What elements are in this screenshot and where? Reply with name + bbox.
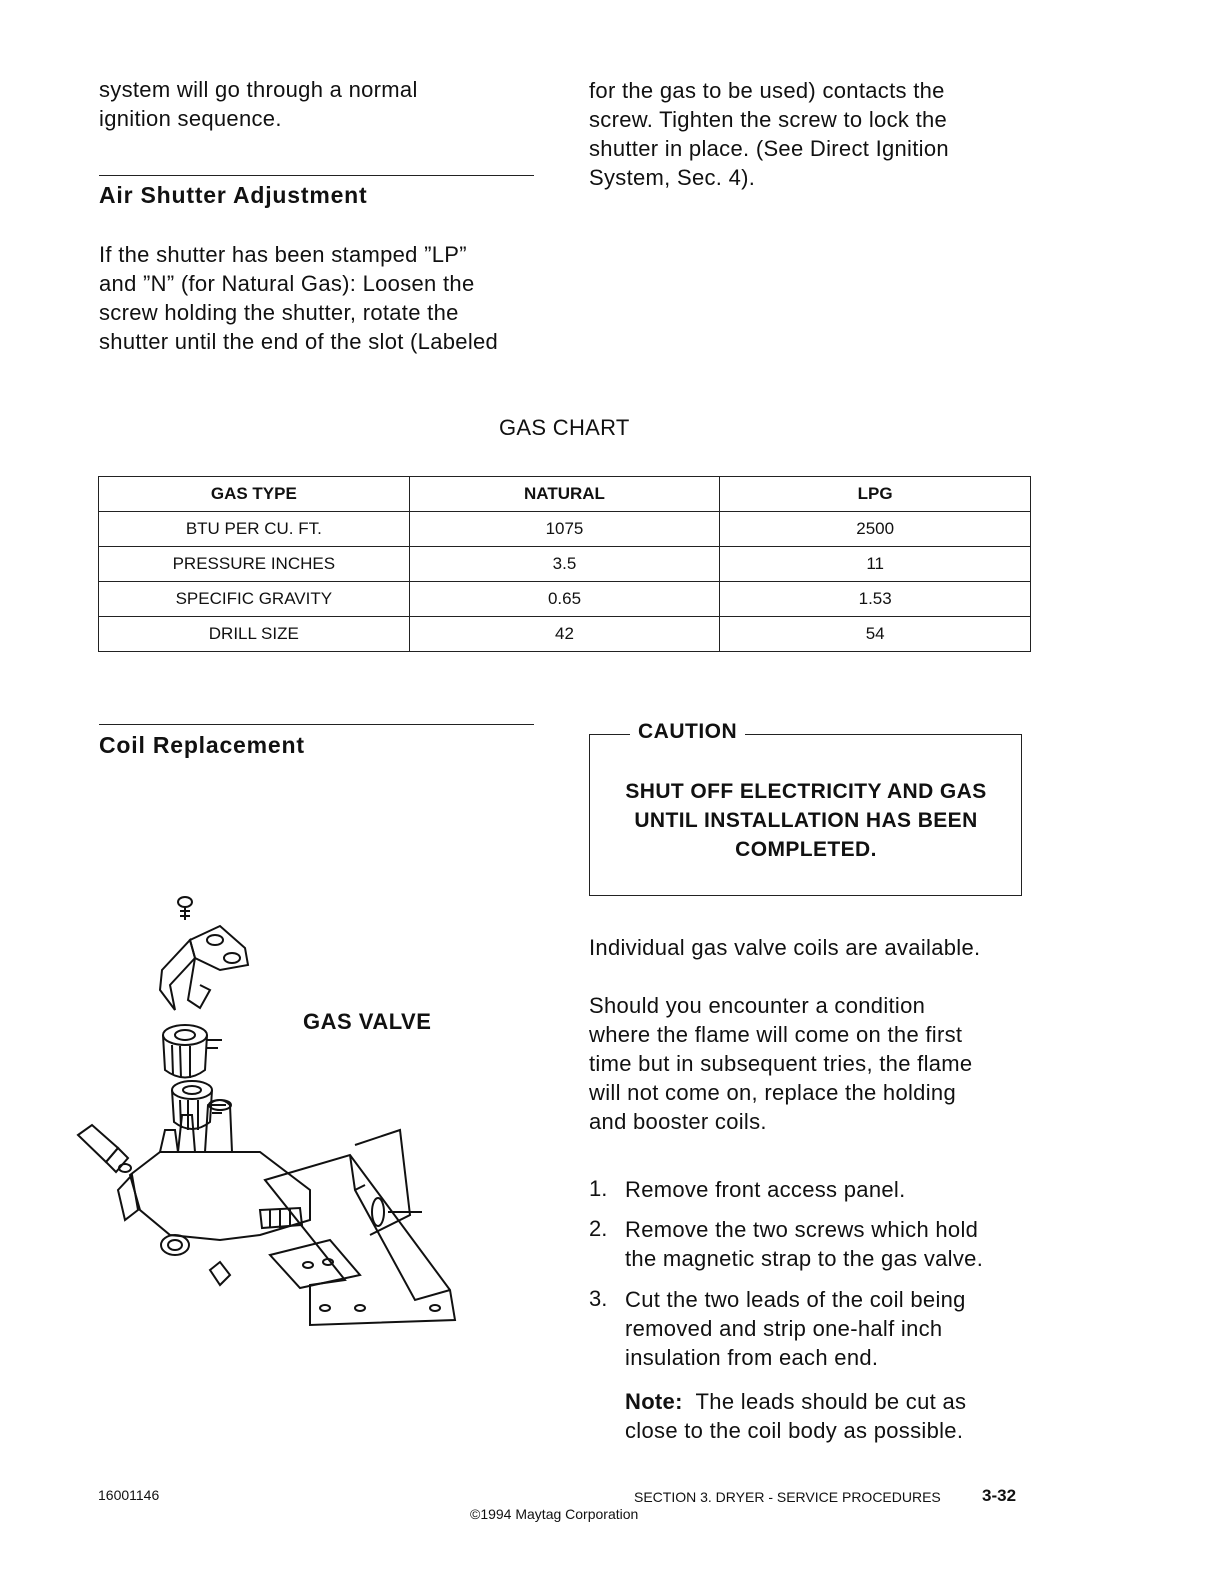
text-line: ignition sequence. [99,106,282,131]
text-line: time but in subsequent tries, the flame [589,1051,973,1076]
gas-valve-illustration [70,890,470,1340]
note-line: close to the coil body as possible. [625,1418,964,1443]
coil-replacement-heading: Coil Replacement [99,732,305,758]
holding-coil-part [163,1025,222,1078]
section-divider [99,724,534,725]
lpg-value: 54 [720,617,1031,652]
text-line: Remove the two screws which hold [625,1217,979,1242]
gas-chart-title: GAS CHART [499,415,630,440]
footer-section: SECTION 3. DRYER - SERVICE PROCEDURES [634,1489,941,1505]
screw-part [178,897,192,920]
gas-chart-table [98,476,1031,652]
step-number: 3. [589,1286,608,1311]
table-row [99,547,1031,582]
step-number: 1. [589,1176,608,1201]
text-line: and booster coils. [589,1109,767,1134]
text-line: Should you encounter a condition [589,993,926,1018]
natural-value: 3.5 [409,547,720,582]
air-shutter-heading: Air Shutter Adjustment [99,182,368,208]
text-line: screw. Tighten the screw to lock the [589,107,948,132]
step-text [625,1215,983,1273]
header-lpg: LPG [720,477,1031,512]
caution-line: UNTIL INSTALLATION HAS BEEN [634,809,978,832]
text-line: System, Sec. 4). [589,165,756,190]
text-line: where the flame will come on the first [589,1022,963,1047]
valve-body-part [118,1100,310,1285]
row-label: SPECIFIC GRAVITY [99,582,410,617]
text-line: Remove front access panel. [625,1177,906,1202]
doc-number: 16001146 [98,1487,160,1503]
natural-value: 42 [409,617,720,652]
copyright: ©1994 Maytag Corporation [470,1506,639,1522]
mounting-bracket-part [265,1130,455,1325]
note-line [625,1387,966,1416]
text-line: removed and strip one-half inch [625,1316,943,1341]
caution-line: COMPLETED. [735,838,877,861]
text-line: insulation from each end. [625,1345,879,1370]
natural-value: 1075 [409,512,720,547]
caution-label: CAUTION [630,720,745,744]
text-line: system will go through a normal [99,77,418,102]
text-line: Cut the two leads of the coil being [625,1287,966,1312]
text-line: the magnetic strap to the gas valve. [625,1246,984,1271]
step-text [625,1285,966,1372]
table-header-row [99,477,1031,512]
note-label: Note: [625,1389,683,1414]
natural-value: 0.65 [409,582,720,617]
condition-paragraph [589,991,972,1136]
magnetic-strap-part [160,926,248,1010]
caution-line: SHUT OFF ELECTRICITY AND GAS [625,780,987,803]
table-row [99,617,1031,652]
note-text: The leads should be cut as [695,1389,967,1414]
air-shutter-paragraph [99,240,498,356]
text-line: screw holding the shutter, rotate the [99,300,459,325]
intro-left-paragraph [99,75,418,133]
text-line: will not come on, replace the holding [589,1080,956,1105]
text-line: shutter until the end of the slot (Labeled [99,329,499,354]
lpg-value: 2500 [720,512,1031,547]
row-label: BTU PER CU. FT. [99,512,410,547]
text-line: and ”N” (for Natural Gas): Loosen the [99,271,475,296]
row-label: PRESSURE INCHES [99,547,410,582]
text-line: for the gas to be used) contacts the [589,78,945,103]
header-natural: NATURAL [409,477,720,512]
text-line: If the shutter has been stamped ”LP” [99,242,467,267]
lpg-value: 11 [720,547,1031,582]
page-number: 3-32 [982,1486,1017,1505]
caution-text [590,777,1022,864]
coils-available-paragraph: Individual gas valve coils are available. [589,935,981,960]
header-gas-type: GAS TYPE [99,477,410,512]
text-line: shutter in place. (See Direct Ignition [589,136,949,161]
table-row [99,512,1031,547]
step-number: 2. [589,1216,608,1241]
gas-valve-label: GAS VALVE [303,1009,432,1034]
lpg-value: 1.53 [720,582,1031,617]
note-paragraph [625,1387,966,1445]
side-fitting-part [78,1125,131,1172]
step-text [625,1175,906,1204]
row-label: DRILL SIZE [99,617,410,652]
booster-coil-part [172,1081,226,1130]
section-divider [99,175,534,176]
intro-right-paragraph [589,76,949,192]
table-row [99,582,1031,617]
